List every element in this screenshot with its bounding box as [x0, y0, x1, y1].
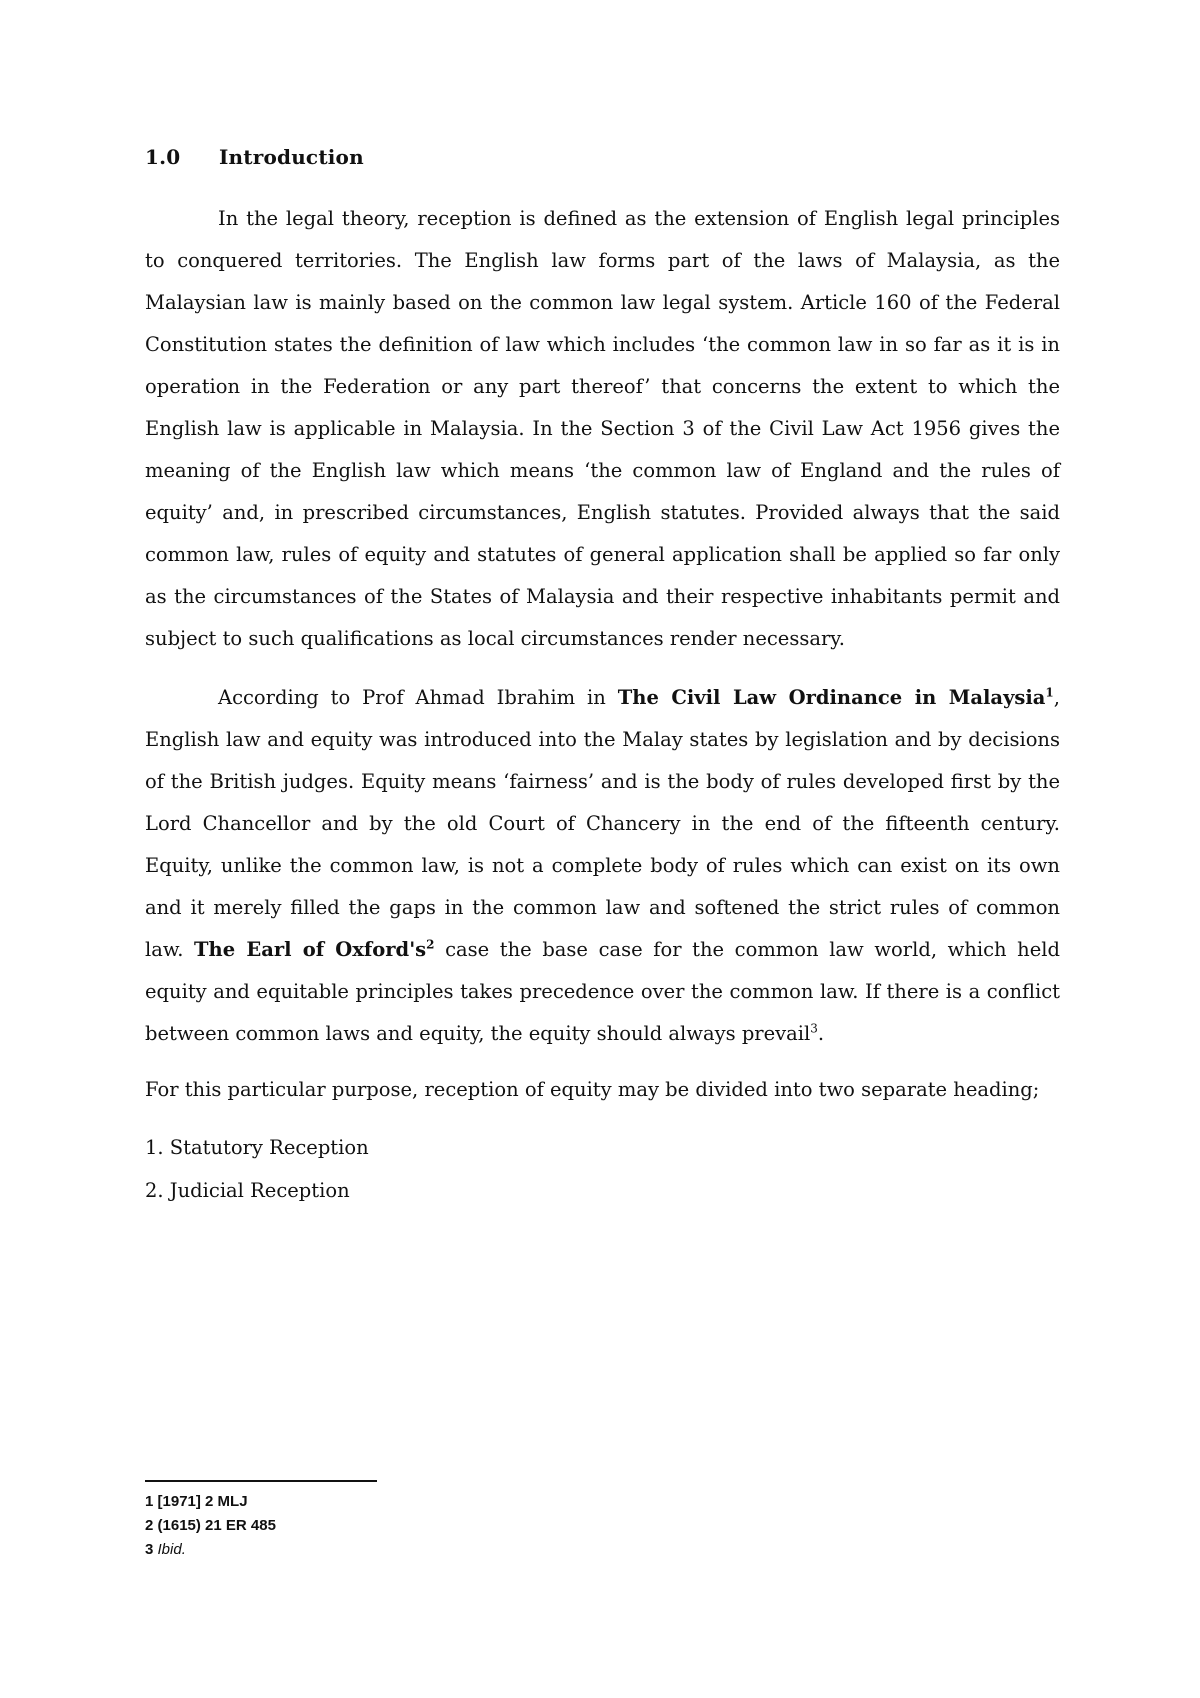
paragraph-2-part-2: , English law and equity was introduced into the Malay states by legislation and by decisions of the British judges. Equity means ‘fairness’ and is the body of rules developed first by the Lord Chancellor and by the old Court of Chancery in the end of the fifteenth century. Equity, unlike the common law, is not a complete body of rules which can exist on its own and it merely filled the gaps in the common law and softened the strict rules of common law. — [145, 686, 1060, 961]
section-heading — [145, 145, 364, 169]
list-item-statutory: 1. Statutory Reception — [145, 1136, 369, 1159]
footnote-ref-3: 3 — [810, 1021, 818, 1036]
section-title: Introduction — [219, 145, 364, 169]
purpose-line: For this particular purpose, reception of equity may be divided into two separate heading; — [145, 1078, 1040, 1101]
list-item-judicial: 2. Judicial Reception — [145, 1179, 350, 1202]
footnote-separator — [145, 1480, 377, 1482]
footnote-3 — [145, 1538, 276, 1562]
footnote-3-text: Ibid. — [157, 1541, 186, 1558]
paragraph-2-part-3: case the base case for the common law world, which held equity and equitable principles takes precedence over the common law. If there is a conflict between common laws and equity, the equity should always prevail — [145, 938, 1060, 1045]
paragraph-2-part-4: . — [817, 1022, 825, 1045]
case-name: The Earl of Oxford's — [194, 938, 427, 961]
book-title: The Civil Law Ordinance in Malaysia — [617, 686, 1046, 709]
paragraph-2-part-1: According to Prof Ahmad Ibrahim in — [218, 686, 618, 709]
paragraph-1: In the legal theory, reception is defined as the extension of English legal principles to conquered territories. The English law forms part of the laws of Malaysia, as the Malaysian law is mainly based on the common law legal system. Article 160 of the Federal Constitution states the definition of law which includes ‘the common law in so far as it is in operation in the Federation or any part thereof’ that concerns the extent to which the English law is applicable in Malaysia. In the Section 3 of the Civil Law Act 1956 gives the meaning of the English law which means ‘the common law of England and the rules of equity’ and, in prescribed circumstances, English statutes. Provided always that the said common law, rules of equity and statutes of general application shall be applied so far only as the circumstances of the States of Malaysia and their respective inhabitants permit and subject to such qualifications as local circumstances render necessary. — [145, 207, 1060, 650]
footnote-1: 1 [1971] 2 MLJ — [145, 1493, 248, 1510]
paragraph-2 — [145, 677, 1060, 1055]
footnote-ref-2: 2 — [426, 937, 435, 952]
footnote-3-number: 3 — [145, 1541, 158, 1558]
section-number: 1.0 — [145, 145, 181, 169]
footnotes — [145, 1490, 276, 1562]
footnote-2: 2 (1615) 21 ER 485 — [145, 1517, 276, 1534]
footnote-ref-1: 1 — [1045, 685, 1054, 700]
